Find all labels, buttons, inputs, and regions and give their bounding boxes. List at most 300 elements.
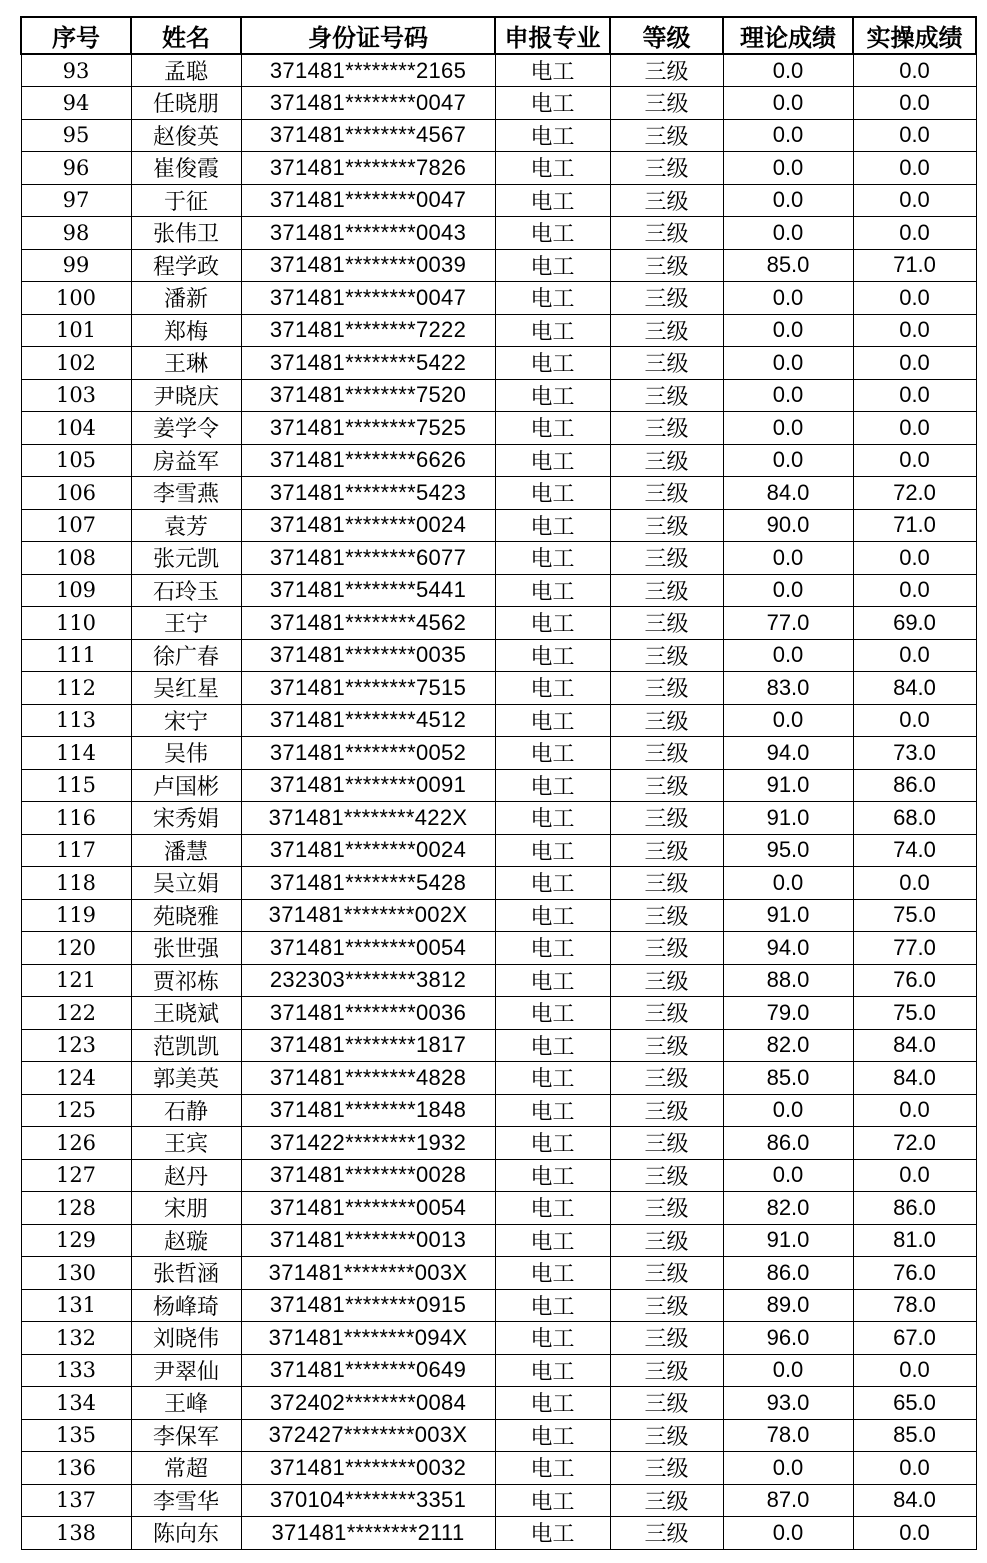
cell-id-number: 371481********422X (241, 802, 495, 835)
table-row (21, 639, 976, 672)
cell-index: 133 (21, 1354, 131, 1387)
cell-id-number: 371481********2111 (241, 1517, 495, 1550)
cell-practical-score: 0.0 (853, 574, 976, 607)
cell-theory-score: 91.0 (723, 1224, 853, 1257)
header-level: 等级 (610, 17, 723, 54)
cell-theory-score: 0.0 (723, 152, 853, 185)
cell-theory-score: 0.0 (723, 217, 853, 250)
cell-level: 三级 (610, 867, 723, 900)
cell-theory-score: 85.0 (723, 249, 853, 282)
cell-major: 电工 (495, 672, 610, 705)
cell-major: 电工 (495, 1094, 610, 1127)
cell-level: 三级 (610, 1029, 723, 1062)
table-row (21, 834, 976, 867)
table-body (21, 54, 976, 1549)
cell-practical-score: 0.0 (853, 314, 976, 347)
cell-theory-score: 0.0 (723, 412, 853, 445)
cell-practical-score: 0.0 (853, 412, 976, 445)
cell-index: 134 (21, 1387, 131, 1420)
cell-practical-score: 71.0 (853, 249, 976, 282)
score-table (20, 16, 977, 1550)
cell-index: 138 (21, 1517, 131, 1550)
cell-theory-score: 88.0 (723, 964, 853, 997)
table-row (21, 347, 976, 380)
cell-name: 范凯凯 (131, 1029, 241, 1062)
cell-practical-score: 0.0 (853, 704, 976, 737)
cell-major: 电工 (495, 184, 610, 217)
cell-theory-score: 95.0 (723, 834, 853, 867)
cell-level: 三级 (610, 1257, 723, 1290)
cell-level: 三级 (610, 639, 723, 672)
cell-major: 电工 (495, 249, 610, 282)
cell-name: 张伟卫 (131, 217, 241, 250)
cell-name: 尹晓庆 (131, 379, 241, 412)
cell-level: 三级 (610, 769, 723, 802)
cell-major: 电工 (495, 834, 610, 867)
cell-major: 电工 (495, 1484, 610, 1517)
cell-practical-score: 0.0 (853, 444, 976, 477)
cell-practical-score: 0.0 (853, 1517, 976, 1550)
cell-name: 赵丹 (131, 1159, 241, 1192)
cell-major: 电工 (495, 997, 610, 1030)
cell-major: 电工 (495, 932, 610, 965)
cell-practical-score: 72.0 (853, 1127, 976, 1160)
cell-id-number: 371481********5422 (241, 347, 495, 380)
cell-name: 崔俊霞 (131, 152, 241, 185)
cell-index: 105 (21, 444, 131, 477)
cell-theory-score: 89.0 (723, 1289, 853, 1322)
cell-name: 张世强 (131, 932, 241, 965)
cell-level: 三级 (610, 997, 723, 1030)
cell-practical-score: 74.0 (853, 834, 976, 867)
cell-theory-score: 0.0 (723, 1094, 853, 1127)
cell-practical-score: 0.0 (853, 542, 976, 575)
cell-practical-score: 0.0 (853, 54, 976, 87)
cell-index: 127 (21, 1159, 131, 1192)
cell-index: 130 (21, 1257, 131, 1290)
cell-major: 电工 (495, 1224, 610, 1257)
table-row (21, 152, 976, 185)
cell-theory-score: 0.0 (723, 704, 853, 737)
cell-major: 电工 (495, 152, 610, 185)
cell-practical-score: 85.0 (853, 1419, 976, 1452)
cell-index: 117 (21, 834, 131, 867)
cell-name: 吴立娟 (131, 867, 241, 900)
cell-id-number: 371481********7222 (241, 314, 495, 347)
cell-id-number: 371481********0054 (241, 1192, 495, 1225)
cell-id-number: 371481********5423 (241, 477, 495, 510)
cell-theory-score: 96.0 (723, 1322, 853, 1355)
cell-index: 113 (21, 704, 131, 737)
cell-practical-score: 86.0 (853, 1192, 976, 1225)
cell-level: 三级 (610, 1419, 723, 1452)
cell-name: 袁芳 (131, 509, 241, 542)
table-row (21, 769, 976, 802)
cell-level: 三级 (610, 509, 723, 542)
cell-id-number: 371481********2165 (241, 54, 495, 87)
cell-id-number: 371481********0028 (241, 1159, 495, 1192)
cell-practical-score: 0.0 (853, 184, 976, 217)
cell-level: 三级 (610, 932, 723, 965)
table-row (21, 574, 976, 607)
cell-theory-score: 0.0 (723, 542, 853, 575)
cell-practical-score: 0.0 (853, 217, 976, 250)
cell-id-number: 371481********4567 (241, 119, 495, 152)
table-row (21, 1062, 976, 1095)
cell-theory-score: 84.0 (723, 477, 853, 510)
cell-name: 潘慧 (131, 834, 241, 867)
cell-practical-score: 86.0 (853, 769, 976, 802)
table-row (21, 1354, 976, 1387)
cell-id-number: 371481********0013 (241, 1224, 495, 1257)
table-row (21, 672, 976, 705)
cell-index: 111 (21, 639, 131, 672)
cell-level: 三级 (610, 444, 723, 477)
cell-index: 116 (21, 802, 131, 835)
cell-level: 三级 (610, 477, 723, 510)
cell-name: 李雪华 (131, 1484, 241, 1517)
table-row (21, 1289, 976, 1322)
cell-major: 电工 (495, 964, 610, 997)
cell-id-number: 371481********0047 (241, 184, 495, 217)
cell-index: 136 (21, 1452, 131, 1485)
header-index: 序号 (21, 17, 131, 54)
cell-level: 三级 (610, 54, 723, 87)
table-row (21, 87, 976, 120)
cell-theory-score: 0.0 (723, 282, 853, 315)
cell-level: 三级 (610, 1127, 723, 1160)
header-theory-score: 理论成绩 (723, 17, 853, 54)
cell-practical-score: 0.0 (853, 87, 976, 120)
cell-major: 电工 (495, 1354, 610, 1387)
header-id-number: 身份证号码 (241, 17, 495, 54)
table-row (21, 119, 976, 152)
cell-index: 128 (21, 1192, 131, 1225)
cell-level: 三级 (610, 152, 723, 185)
cell-name: 赵俊英 (131, 119, 241, 152)
cell-id-number: 371481********6077 (241, 542, 495, 575)
table-row (21, 867, 976, 900)
cell-id-number: 371481********4828 (241, 1062, 495, 1095)
cell-name: 苑晓雅 (131, 899, 241, 932)
cell-id-number: 371481********7826 (241, 152, 495, 185)
cell-major: 电工 (495, 1029, 610, 1062)
table-row (21, 412, 976, 445)
cell-name: 孟聪 (131, 54, 241, 87)
cell-practical-score: 73.0 (853, 737, 976, 770)
cell-major: 电工 (495, 1517, 610, 1550)
table-row (21, 1419, 976, 1452)
cell-practical-score: 84.0 (853, 672, 976, 705)
cell-major: 电工 (495, 1257, 610, 1290)
cell-major: 电工 (495, 1062, 610, 1095)
cell-index: 129 (21, 1224, 131, 1257)
table-row (21, 802, 976, 835)
cell-id-number: 371481********7515 (241, 672, 495, 705)
cell-level: 三级 (610, 119, 723, 152)
table-row (21, 899, 976, 932)
cell-index: 120 (21, 932, 131, 965)
cell-level: 三级 (610, 704, 723, 737)
cell-level: 三级 (610, 1484, 723, 1517)
cell-id-number: 371481********0047 (241, 282, 495, 315)
cell-theory-score: 0.0 (723, 639, 853, 672)
cell-index: 95 (21, 119, 131, 152)
cell-name: 卢国彬 (131, 769, 241, 802)
cell-major: 电工 (495, 1387, 610, 1420)
cell-theory-score: 0.0 (723, 379, 853, 412)
cell-major: 电工 (495, 477, 610, 510)
cell-name: 王晓斌 (131, 997, 241, 1030)
cell-id-number: 371481********0024 (241, 834, 495, 867)
cell-name: 张元凯 (131, 542, 241, 575)
cell-practical-score: 0.0 (853, 282, 976, 315)
header-major: 申报专业 (495, 17, 610, 54)
table-row (21, 1257, 976, 1290)
header-practical-score: 实操成绩 (853, 17, 976, 54)
cell-name: 宋秀娟 (131, 802, 241, 835)
cell-id-number: 371481********0915 (241, 1289, 495, 1322)
cell-id-number: 371481********7525 (241, 412, 495, 445)
cell-name: 李保军 (131, 1419, 241, 1452)
cell-level: 三级 (610, 249, 723, 282)
cell-index: 109 (21, 574, 131, 607)
cell-index: 106 (21, 477, 131, 510)
cell-name: 贾祁栋 (131, 964, 241, 997)
cell-practical-score: 0.0 (853, 152, 976, 185)
cell-level: 三级 (610, 1387, 723, 1420)
table-row (21, 1484, 976, 1517)
cell-index: 132 (21, 1322, 131, 1355)
cell-id-number: 371481********0036 (241, 997, 495, 1030)
cell-name: 杨峰琦 (131, 1289, 241, 1322)
cell-level: 三级 (610, 574, 723, 607)
cell-id-number: 371481********0649 (241, 1354, 495, 1387)
cell-practical-score: 77.0 (853, 932, 976, 965)
table-row (21, 932, 976, 965)
cell-index: 122 (21, 997, 131, 1030)
cell-name: 宋朋 (131, 1192, 241, 1225)
cell-theory-score: 0.0 (723, 54, 853, 87)
header-row (21, 17, 976, 54)
cell-practical-score: 0.0 (853, 347, 976, 380)
cell-theory-score: 86.0 (723, 1127, 853, 1160)
table-row (21, 379, 976, 412)
cell-major: 电工 (495, 87, 610, 120)
table-row (21, 607, 976, 640)
cell-name: 王峰 (131, 1387, 241, 1420)
table-row (21, 314, 976, 347)
cell-practical-score: 84.0 (853, 1484, 976, 1517)
cell-index: 124 (21, 1062, 131, 1095)
table-row (21, 1387, 976, 1420)
cell-major: 电工 (495, 899, 610, 932)
cell-id-number: 371481********0035 (241, 639, 495, 672)
cell-theory-score: 94.0 (723, 737, 853, 770)
cell-practical-score: 0.0 (853, 379, 976, 412)
table-row (21, 964, 976, 997)
cell-major: 电工 (495, 412, 610, 445)
cell-theory-score: 83.0 (723, 672, 853, 705)
cell-level: 三级 (610, 1289, 723, 1322)
cell-id-number: 371481********0032 (241, 1452, 495, 1485)
cell-level: 三级 (610, 1517, 723, 1550)
cell-id-number: 371481********1848 (241, 1094, 495, 1127)
cell-index: 99 (21, 249, 131, 282)
cell-index: 107 (21, 509, 131, 542)
cell-level: 三级 (610, 1322, 723, 1355)
cell-major: 电工 (495, 119, 610, 152)
cell-id-number: 371481********4562 (241, 607, 495, 640)
cell-id-number: 371481********7520 (241, 379, 495, 412)
cell-id-number: 371481********6626 (241, 444, 495, 477)
cell-id-number: 371481********4512 (241, 704, 495, 737)
cell-level: 三级 (610, 802, 723, 835)
cell-theory-score: 82.0 (723, 1192, 853, 1225)
cell-major: 电工 (495, 542, 610, 575)
cell-name: 石静 (131, 1094, 241, 1127)
cell-level: 三级 (610, 1354, 723, 1387)
cell-practical-score: 65.0 (853, 1387, 976, 1420)
cell-name: 郭美英 (131, 1062, 241, 1095)
cell-practical-score: 84.0 (853, 1062, 976, 1095)
cell-major: 电工 (495, 1192, 610, 1225)
cell-major: 电工 (495, 704, 610, 737)
cell-level: 三级 (610, 964, 723, 997)
cell-index: 118 (21, 867, 131, 900)
cell-major: 电工 (495, 607, 610, 640)
cell-major: 电工 (495, 639, 610, 672)
cell-level: 三级 (610, 1452, 723, 1485)
cell-major: 电工 (495, 802, 610, 835)
table-row (21, 1192, 976, 1225)
cell-index: 94 (21, 87, 131, 120)
cell-level: 三级 (610, 184, 723, 217)
cell-index: 110 (21, 607, 131, 640)
cell-id-number: 371481********0091 (241, 769, 495, 802)
cell-major: 电工 (495, 574, 610, 607)
cell-name: 王宁 (131, 607, 241, 640)
cell-level: 三级 (610, 737, 723, 770)
cell-index: 131 (21, 1289, 131, 1322)
cell-id-number: 371481********5441 (241, 574, 495, 607)
cell-theory-score: 91.0 (723, 769, 853, 802)
cell-theory-score: 0.0 (723, 444, 853, 477)
cell-id-number: 371481********002X (241, 899, 495, 932)
cell-practical-score: 84.0 (853, 1029, 976, 1062)
cell-id-number: 371481********0052 (241, 737, 495, 770)
cell-level: 三级 (610, 1159, 723, 1192)
table-row (21, 217, 976, 250)
cell-index: 114 (21, 737, 131, 770)
cell-name: 郑梅 (131, 314, 241, 347)
cell-name: 宋宁 (131, 704, 241, 737)
cell-major: 电工 (495, 1322, 610, 1355)
table-row (21, 54, 976, 87)
cell-index: 123 (21, 1029, 131, 1062)
table-row (21, 1159, 976, 1192)
cell-id-number: 371481********0047 (241, 87, 495, 120)
cell-id-number: 371481********0039 (241, 249, 495, 282)
cell-index: 119 (21, 899, 131, 932)
cell-theory-score: 0.0 (723, 867, 853, 900)
cell-id-number: 372402********0084 (241, 1387, 495, 1420)
cell-practical-score: 76.0 (853, 1257, 976, 1290)
cell-major: 电工 (495, 1419, 610, 1452)
cell-name: 张哲涵 (131, 1257, 241, 1290)
cell-major: 电工 (495, 379, 610, 412)
cell-name: 尹翠仙 (131, 1354, 241, 1387)
cell-practical-score: 75.0 (853, 899, 976, 932)
cell-theory-score: 0.0 (723, 1159, 853, 1192)
cell-major: 电工 (495, 347, 610, 380)
cell-name: 任晓朋 (131, 87, 241, 120)
table-row (21, 1029, 976, 1062)
cell-theory-score: 0.0 (723, 87, 853, 120)
cell-major: 电工 (495, 509, 610, 542)
cell-practical-score: 72.0 (853, 477, 976, 510)
cell-index: 108 (21, 542, 131, 575)
cell-major: 电工 (495, 769, 610, 802)
cell-level: 三级 (610, 542, 723, 575)
cell-level: 三级 (610, 347, 723, 380)
cell-practical-score: 69.0 (853, 607, 976, 640)
cell-name: 程学政 (131, 249, 241, 282)
cell-name: 吴红星 (131, 672, 241, 705)
cell-major: 电工 (495, 867, 610, 900)
cell-level: 三级 (610, 412, 723, 445)
table-row (21, 704, 976, 737)
cell-practical-score: 76.0 (853, 964, 976, 997)
cell-index: 102 (21, 347, 131, 380)
cell-level: 三级 (610, 282, 723, 315)
cell-major: 电工 (495, 217, 610, 250)
cell-major: 电工 (495, 1159, 610, 1192)
cell-theory-score: 94.0 (723, 932, 853, 965)
cell-practical-score: 75.0 (853, 997, 976, 1030)
cell-theory-score: 0.0 (723, 184, 853, 217)
cell-theory-score: 0.0 (723, 119, 853, 152)
cell-index: 137 (21, 1484, 131, 1517)
cell-name: 王宾 (131, 1127, 241, 1160)
cell-index: 97 (21, 184, 131, 217)
table-row (21, 444, 976, 477)
table-row (21, 1127, 976, 1160)
cell-index: 112 (21, 672, 131, 705)
cell-practical-score: 0.0 (853, 1354, 976, 1387)
table-row (21, 542, 976, 575)
cell-name: 石玲玉 (131, 574, 241, 607)
cell-level: 三级 (610, 1192, 723, 1225)
cell-theory-score: 0.0 (723, 1354, 853, 1387)
cell-level: 三级 (610, 379, 723, 412)
cell-index: 115 (21, 769, 131, 802)
cell-id-number: 232303********3812 (241, 964, 495, 997)
cell-theory-score: 0.0 (723, 574, 853, 607)
table-row (21, 477, 976, 510)
cell-index: 104 (21, 412, 131, 445)
cell-name: 姜学令 (131, 412, 241, 445)
cell-practical-score: 67.0 (853, 1322, 976, 1355)
cell-practical-score: 68.0 (853, 802, 976, 835)
cell-level: 三级 (610, 899, 723, 932)
cell-id-number: 371481********094X (241, 1322, 495, 1355)
cell-name: 王琳 (131, 347, 241, 380)
cell-major: 电工 (495, 1127, 610, 1160)
cell-practical-score: 0.0 (853, 639, 976, 672)
cell-name: 潘新 (131, 282, 241, 315)
cell-theory-score: 0.0 (723, 314, 853, 347)
